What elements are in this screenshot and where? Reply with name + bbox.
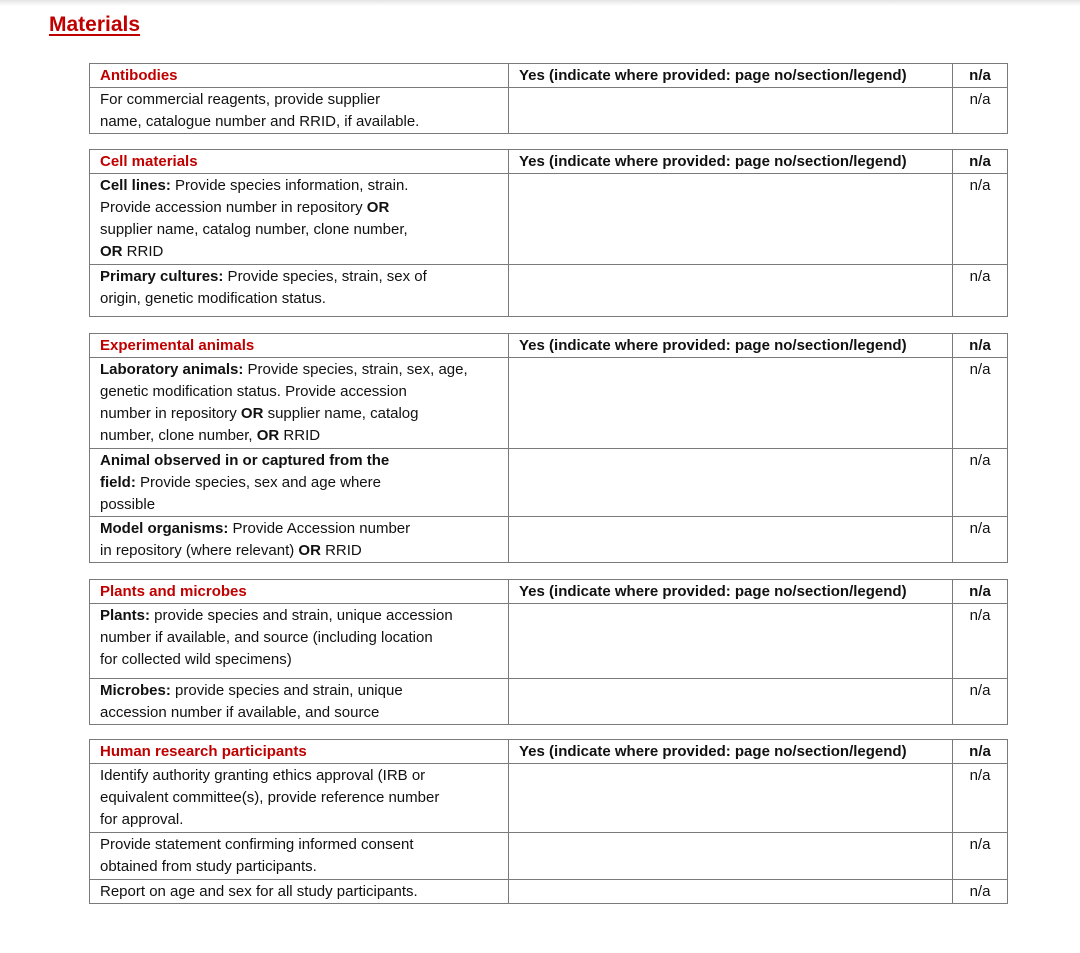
requirement-description <box>90 833 509 880</box>
requirement-description <box>90 517 509 563</box>
requirement-description <box>90 880 509 904</box>
text: provide species and strain, unique accession number if available, and source <box>100 682 403 721</box>
table-row <box>90 880 1008 904</box>
section-title: Cell materials <box>90 150 509 174</box>
na-cell[interactable]: n/a <box>953 880 1008 904</box>
requirement-description <box>90 174 509 265</box>
text: RRID <box>320 542 362 559</box>
bold-text: OR <box>240 405 264 422</box>
yes-location-cell[interactable] <box>509 174 953 265</box>
table-row <box>90 449 1008 517</box>
yes-location-cell[interactable] <box>509 88 953 134</box>
na-cell[interactable]: n/a <box>953 833 1008 880</box>
na-cell[interactable]: n/a <box>953 517 1008 563</box>
yes-location-cell[interactable] <box>509 679 953 725</box>
table-row <box>90 88 1008 134</box>
text: RRID <box>122 243 164 260</box>
text: Provide Accession number in repository (where relevant) <box>100 520 411 559</box>
na-cell[interactable]: n/a <box>953 174 1008 265</box>
requirement-description <box>90 88 509 134</box>
section-header-row <box>90 334 1008 358</box>
yes-location-cell[interactable] <box>509 449 953 517</box>
table-row <box>90 833 1008 880</box>
yes-location-cell[interactable] <box>509 265 953 317</box>
na-column-header: n/a <box>953 150 1008 174</box>
section-table-experimental-animals <box>89 333 1008 563</box>
section-title: Experimental animals <box>90 334 509 358</box>
bold-text: OR <box>298 542 321 559</box>
yes-column-header: Yes (indicate where provided: page no/section/legend) <box>509 334 953 358</box>
yes-location-cell[interactable] <box>509 358 953 449</box>
yes-location-cell[interactable] <box>509 604 953 679</box>
section-title: Antibodies <box>90 64 509 88</box>
text: Provide species, strain, sex of origin, genetic modification status. <box>100 268 427 307</box>
requirement-description <box>90 604 509 679</box>
yes-location-cell[interactable] <box>509 833 953 880</box>
text: provide species and strain, unique accession number if available, and source (including location for collected wild specimens) <box>100 607 453 668</box>
requirement-description <box>90 679 509 725</box>
requirement-description <box>90 358 509 449</box>
bold-text: Laboratory animals: <box>100 361 244 378</box>
requirement-description <box>90 449 509 517</box>
table-row <box>90 764 1008 833</box>
na-cell[interactable]: n/a <box>953 88 1008 134</box>
na-column-header: n/a <box>953 740 1008 764</box>
section-header-row <box>90 580 1008 604</box>
table-row <box>90 679 1008 725</box>
bold-text: OR <box>366 199 390 216</box>
bold-text: Primary cultures: <box>100 268 224 285</box>
bold-text: Cell lines: <box>100 177 171 194</box>
yes-location-cell[interactable] <box>509 764 953 833</box>
text: Provide species information, strain. Provide accession number in repository <box>100 177 409 216</box>
bold-text: Microbes: <box>100 682 171 699</box>
na-cell[interactable]: n/a <box>953 358 1008 449</box>
section-title: Human research participants <box>90 740 509 764</box>
table-row <box>90 265 1008 317</box>
text: supplier name, catalog number, clone number, <box>100 405 419 444</box>
section-header-row <box>90 64 1008 88</box>
bold-text: Plants: <box>100 607 151 624</box>
yes-column-header: Yes (indicate where provided: page no/section/legend) <box>509 64 953 88</box>
table-row <box>90 358 1008 449</box>
section-table-cell-materials <box>89 149 1008 317</box>
bold-text: Animal observed in or captured from the field: <box>100 452 390 491</box>
section-header-row <box>90 150 1008 174</box>
requirement-description <box>90 265 509 317</box>
table-row <box>90 174 1008 265</box>
top-shadow <box>0 0 1080 6</box>
text: Identify authority granting ethics approval (IRB or equivalent committee(s), provide reference number for approval. <box>100 767 440 828</box>
na-cell[interactable]: n/a <box>953 604 1008 679</box>
na-column-header: n/a <box>953 334 1008 358</box>
na-cell[interactable]: n/a <box>953 265 1008 317</box>
text: Report on age and sex for all study participants. <box>100 883 418 900</box>
yes-column-header: Yes (indicate where provided: page no/section/legend) <box>509 150 953 174</box>
table-row <box>90 517 1008 563</box>
section-title: Plants and microbes <box>90 580 509 604</box>
section-table-antibodies <box>89 63 1008 134</box>
section-header-row <box>90 740 1008 764</box>
yes-column-header: Yes (indicate where provided: page no/section/legend) <box>509 740 953 764</box>
text: supplier name, catalog number, clone number, <box>100 221 408 238</box>
yes-location-cell[interactable] <box>509 880 953 904</box>
na-column-header: n/a <box>953 580 1008 604</box>
bold-text: OR <box>100 243 123 260</box>
section-table-human-research-participants <box>89 739 1008 904</box>
bold-text: OR <box>256 427 280 444</box>
table-row <box>90 604 1008 679</box>
page-title: Materials <box>49 13 141 36</box>
text: Provide statement confirming informed consent obtained from study participants. <box>100 836 414 875</box>
requirement-description <box>90 764 509 833</box>
na-cell[interactable]: n/a <box>953 764 1008 833</box>
na-cell[interactable]: n/a <box>953 679 1008 725</box>
text: Provide species, strain, sex, age, genetic modification status. Provide accession number in repository <box>100 361 468 422</box>
na-cell[interactable]: n/a <box>953 449 1008 517</box>
text: Provide species, sex and age where possible <box>100 474 381 513</box>
bold-text: Model organisms: <box>100 520 229 537</box>
text: For commercial reagents, provide supplier name, catalogue number and RRID, if available. <box>100 91 420 130</box>
text: RRID <box>279 427 321 444</box>
na-column-header: n/a <box>953 64 1008 88</box>
yes-location-cell[interactable] <box>509 517 953 563</box>
section-table-plants-and-microbes <box>89 579 1008 725</box>
yes-column-header: Yes (indicate where provided: page no/section/legend) <box>509 580 953 604</box>
